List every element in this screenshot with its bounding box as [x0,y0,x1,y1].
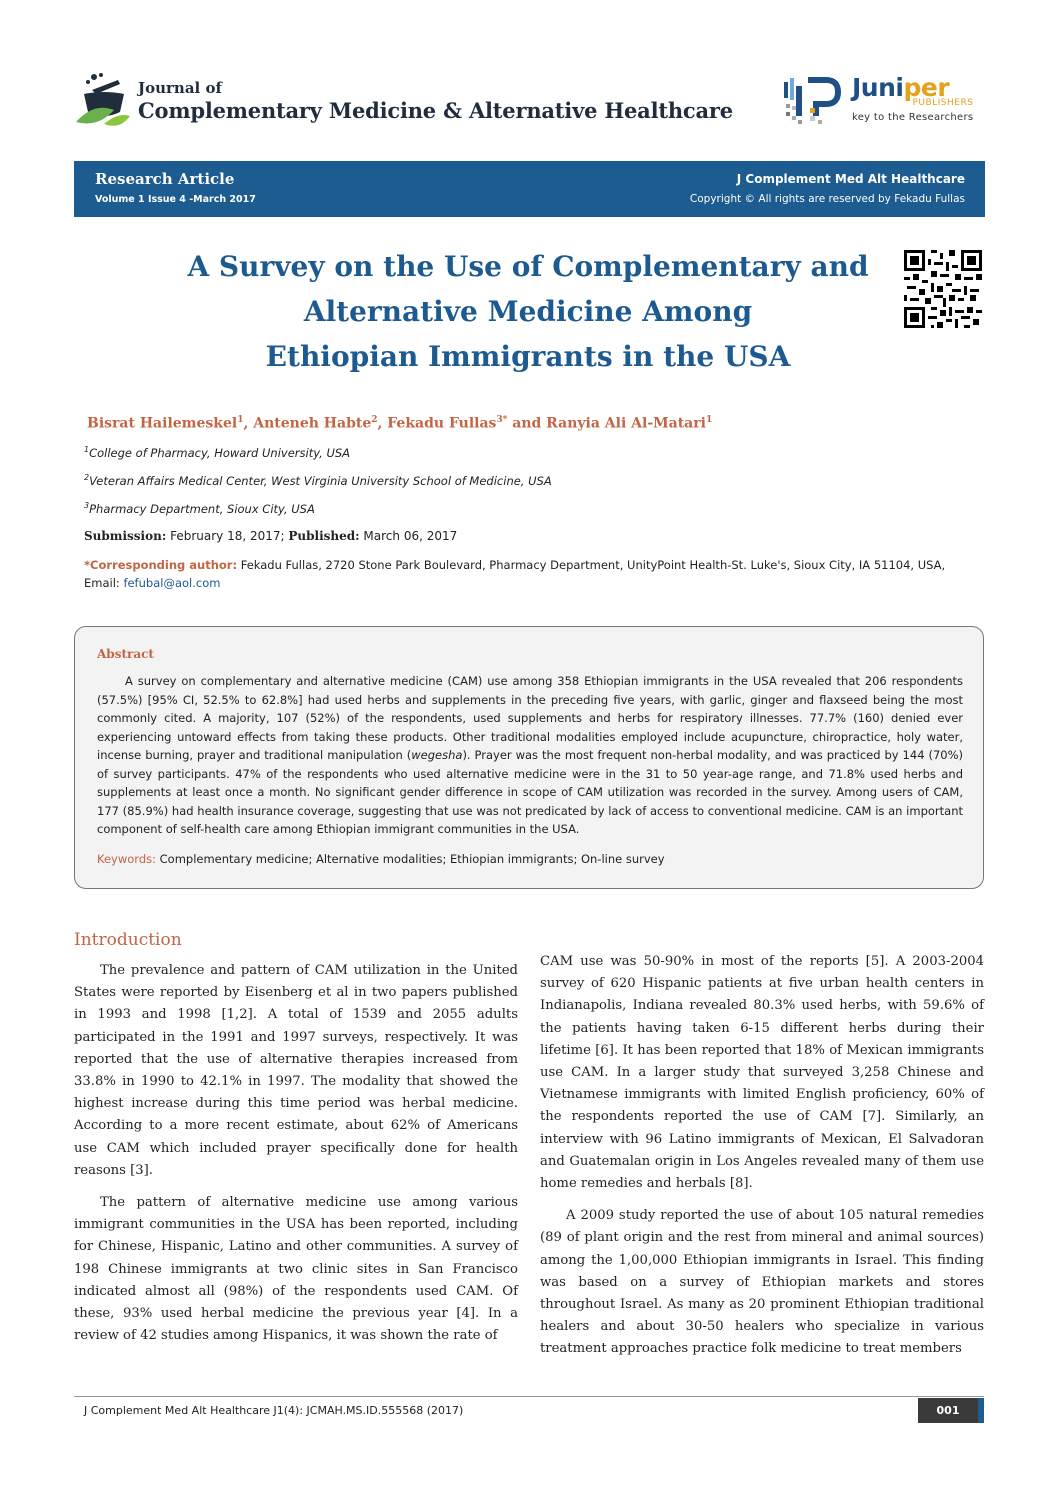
abstract-text [97,672,963,839]
paragraph: CAM use was 50-90% in most of the reports [5]. A 2003-2004 survey of 620 Hispanic patients at five urban health centers in Indianapolis, Indiana revealed 80.3% used herbs, with 59.6% of the patients having taken 6-15 different herbs during their lifetime [6]. It has been reported that 18% of Mexican immigrants use CAM. In a larger study that surveyed 3,258 Chinese and Vietnamese immigrants with limited English proficiency, 60% of the respondents reported the use of CAM [7]. Similarly, an interview with 96 Latino immigrants of Mexican, El Salvadoran and Guatemalan origin in Los Angeles revealed many of them use home remedies and herbals [8]. [540,954,984,1192]
email-link[interactable]: fefubal@aol.com [123,576,221,590]
title-line2: Alternative Medicine Among [303,295,753,328]
publisher-tagline: key to the Researchers [852,112,974,123]
abstract-text-italic: wegesha [411,748,463,762]
abstract-heading: Abstract [97,647,154,661]
affiliation [84,445,350,460]
publisher-name-a: Juni [852,73,904,102]
footer-citation: J Complement Med Alt Healthcare J1(4): JCMAH.MS.ID.555568 (2017) [84,1404,464,1417]
corresponding-text: Fekadu Fullas, 2720 Stone Park Boulevard, Pharmacy Department, UnityPoint Health-St. Luke's, Sioux City, IA 51104, USA, Email: [84,558,946,590]
section-heading-introduction: Introduction [74,930,182,950]
page-number-accent [978,1398,984,1423]
paragraph: A 2009 study reported the use of about 105 natural remedies (89 of plant origin and the rest from mineral and animal sources) among the 1,00,000 Ethiopian immigrants in Israel. This finding was based on a survey of Ethiopian markets and stores throughout Israel. As many as 20 prominent Ethiopian traditional healers and about 30-50 healers who specialize in various treatment approaches practice folk medicine to treat members [540,1208,984,1357]
abstract-text-b: ). Prayer was the most frequent non-herbal modality, and was practiced by 144 (70%) of survey participants. 47% of the respondents who used alternative medicine were in the 31 to 50 year-age range, and 71.8% used herbs and supplements at least once a month. No significant gender difference in scope of CAM utilization was recorded in the survey. Among users of CAM, 177 (85.9%) had health insurance coverage, suggesting that use was not predicated by lack of access to conventional medicine. CAM is an important component of self-health care among Ethiopian immigrant communities in the USA. [97,748,963,836]
author-name: Anteneh Habte [253,415,372,432]
journal-abbrev: J Complement Med Alt Healthcare [736,172,965,186]
volume-info: Volume 1 Issue 4 -March 2017 [95,194,256,205]
page-number: 001 [918,1398,978,1423]
affiliation-sup: 2 [84,473,90,482]
affiliation-sup: 3 [84,501,90,510]
submission-dates [84,529,457,543]
journal-name-line2: Complementary Medicine & Alternative Healthcare [138,98,733,123]
qr-code-icon [904,250,982,328]
abstract-text-a: A survey on complementary and alternative medicine (CAM) use among 358 Ethiopian immigrants in the USA revealed that 206 respondents (57.5%) [95% CI, 52.5% to 62.8%] had used herbs and supplements in the preceding five years, with garlic, ginger and flaxseed being the most commonly cited. A majority, 107 (52%) of the respondents, used supplements and herbs for respiratory illnesses. 77.7% (160) denied ever experiencing untoward effects from taking these products. Other traditional modalities employed include acupuncture, chiropractice, holy water, incense burning, prayer and traditional manipulation ( [97,674,963,762]
journal-name [138,78,733,124]
copyright-notice: Copyright © All rights are reserved by Fekadu Fullas [689,193,965,205]
journal-logo [74,72,132,132]
body-column-right [540,951,984,1371]
article-info-band [74,161,985,217]
author-sup: 1 [237,415,244,425]
affiliation-text: Veteran Affairs Medical Center, West Virginia University School of Medicine, USA [89,473,552,488]
affiliation-text: Pharmacy Department, Sioux City, USA [89,501,315,516]
affiliation-text: College of Pharmacy, Howard University, USA [89,445,351,460]
article-type: Research Article [95,170,235,188]
journal-name-line1: Journal of [138,79,222,97]
corresponding-label: *Corresponding author: [84,558,238,572]
submission-label: Submission: [84,529,167,543]
affiliation [84,473,552,488]
author-name: Bisrat Hailemeskel [87,415,238,432]
title-line1: A Survey on the Use of Complementary and [187,250,869,283]
author-name: Ranyia Ali Al-Matari [546,415,706,432]
publisher-sub: PUBLISHERS [912,98,974,108]
title-line3: Ethiopian Immigrants in the USA [265,340,791,373]
corresponding-author [84,556,974,592]
affiliation [84,501,315,516]
keywords-label: Keywords: [97,852,156,866]
paragraph: The prevalence and pattern of CAM utilization in the United States were reported by Eisenberg et al in two papers published in 1993 and 1998 [1,2]. A total of 1539 and 2055 adults participated in the 1991 and 1997 surveys, respectively. It was reported that the use of alternative therapies increased from 33.8% in 1990 to 42.1% in 1997. The modality that showed the highest increase during this time period was herbal medicine. According to a more recent estimate, about 62% of Americans use CAM which included prayer specifically done for health reasons [3]. [74,963,518,1178]
author-list: Bisrat Hailemeskel$^1$, Anteneh Habte$^2$, Fekadu Fullas$^{3*}$ and Ranyia Ali Al-Matari$^1$ [87,415,713,432]
author-sup: 2 [371,415,378,425]
submission-date: February 18, 2017; [170,529,285,543]
paragraph: The pattern of alternative medicine use among various immigrant communities in the USA has been reported, including for Chinese, Hispanic, Latino and other communities. A survey of 198 Chinese immigrants at two clinic sites in San Francisco indicated almost all (98%) of the respondents used CAM. Of these, 93% used herbal medicine the previous year [4]. In a review of 42 studies among Hispanics, it was shown the rate of [74,1195,518,1344]
footer-divider [74,1396,984,1397]
article-title [150,244,906,379]
publisher-name [852,74,973,123]
keywords [97,852,665,866]
published-date: March 06, 2017 [363,529,458,543]
publisher-logo-icon [782,76,844,132]
publisher-name-b: per [903,73,950,102]
body-column-left [74,960,518,1357]
author-sup: 1 [705,415,713,425]
published-label: Published: [288,529,360,543]
author-sup: 3* [496,415,508,425]
keywords-text: Complementary medicine; Alternative modalities; Ethiopian immigrants; On-line survey [159,852,665,866]
abstract-box [74,626,984,889]
affiliation-sup: 1 [84,445,90,454]
author-name: Fekadu Fullas [387,415,497,432]
